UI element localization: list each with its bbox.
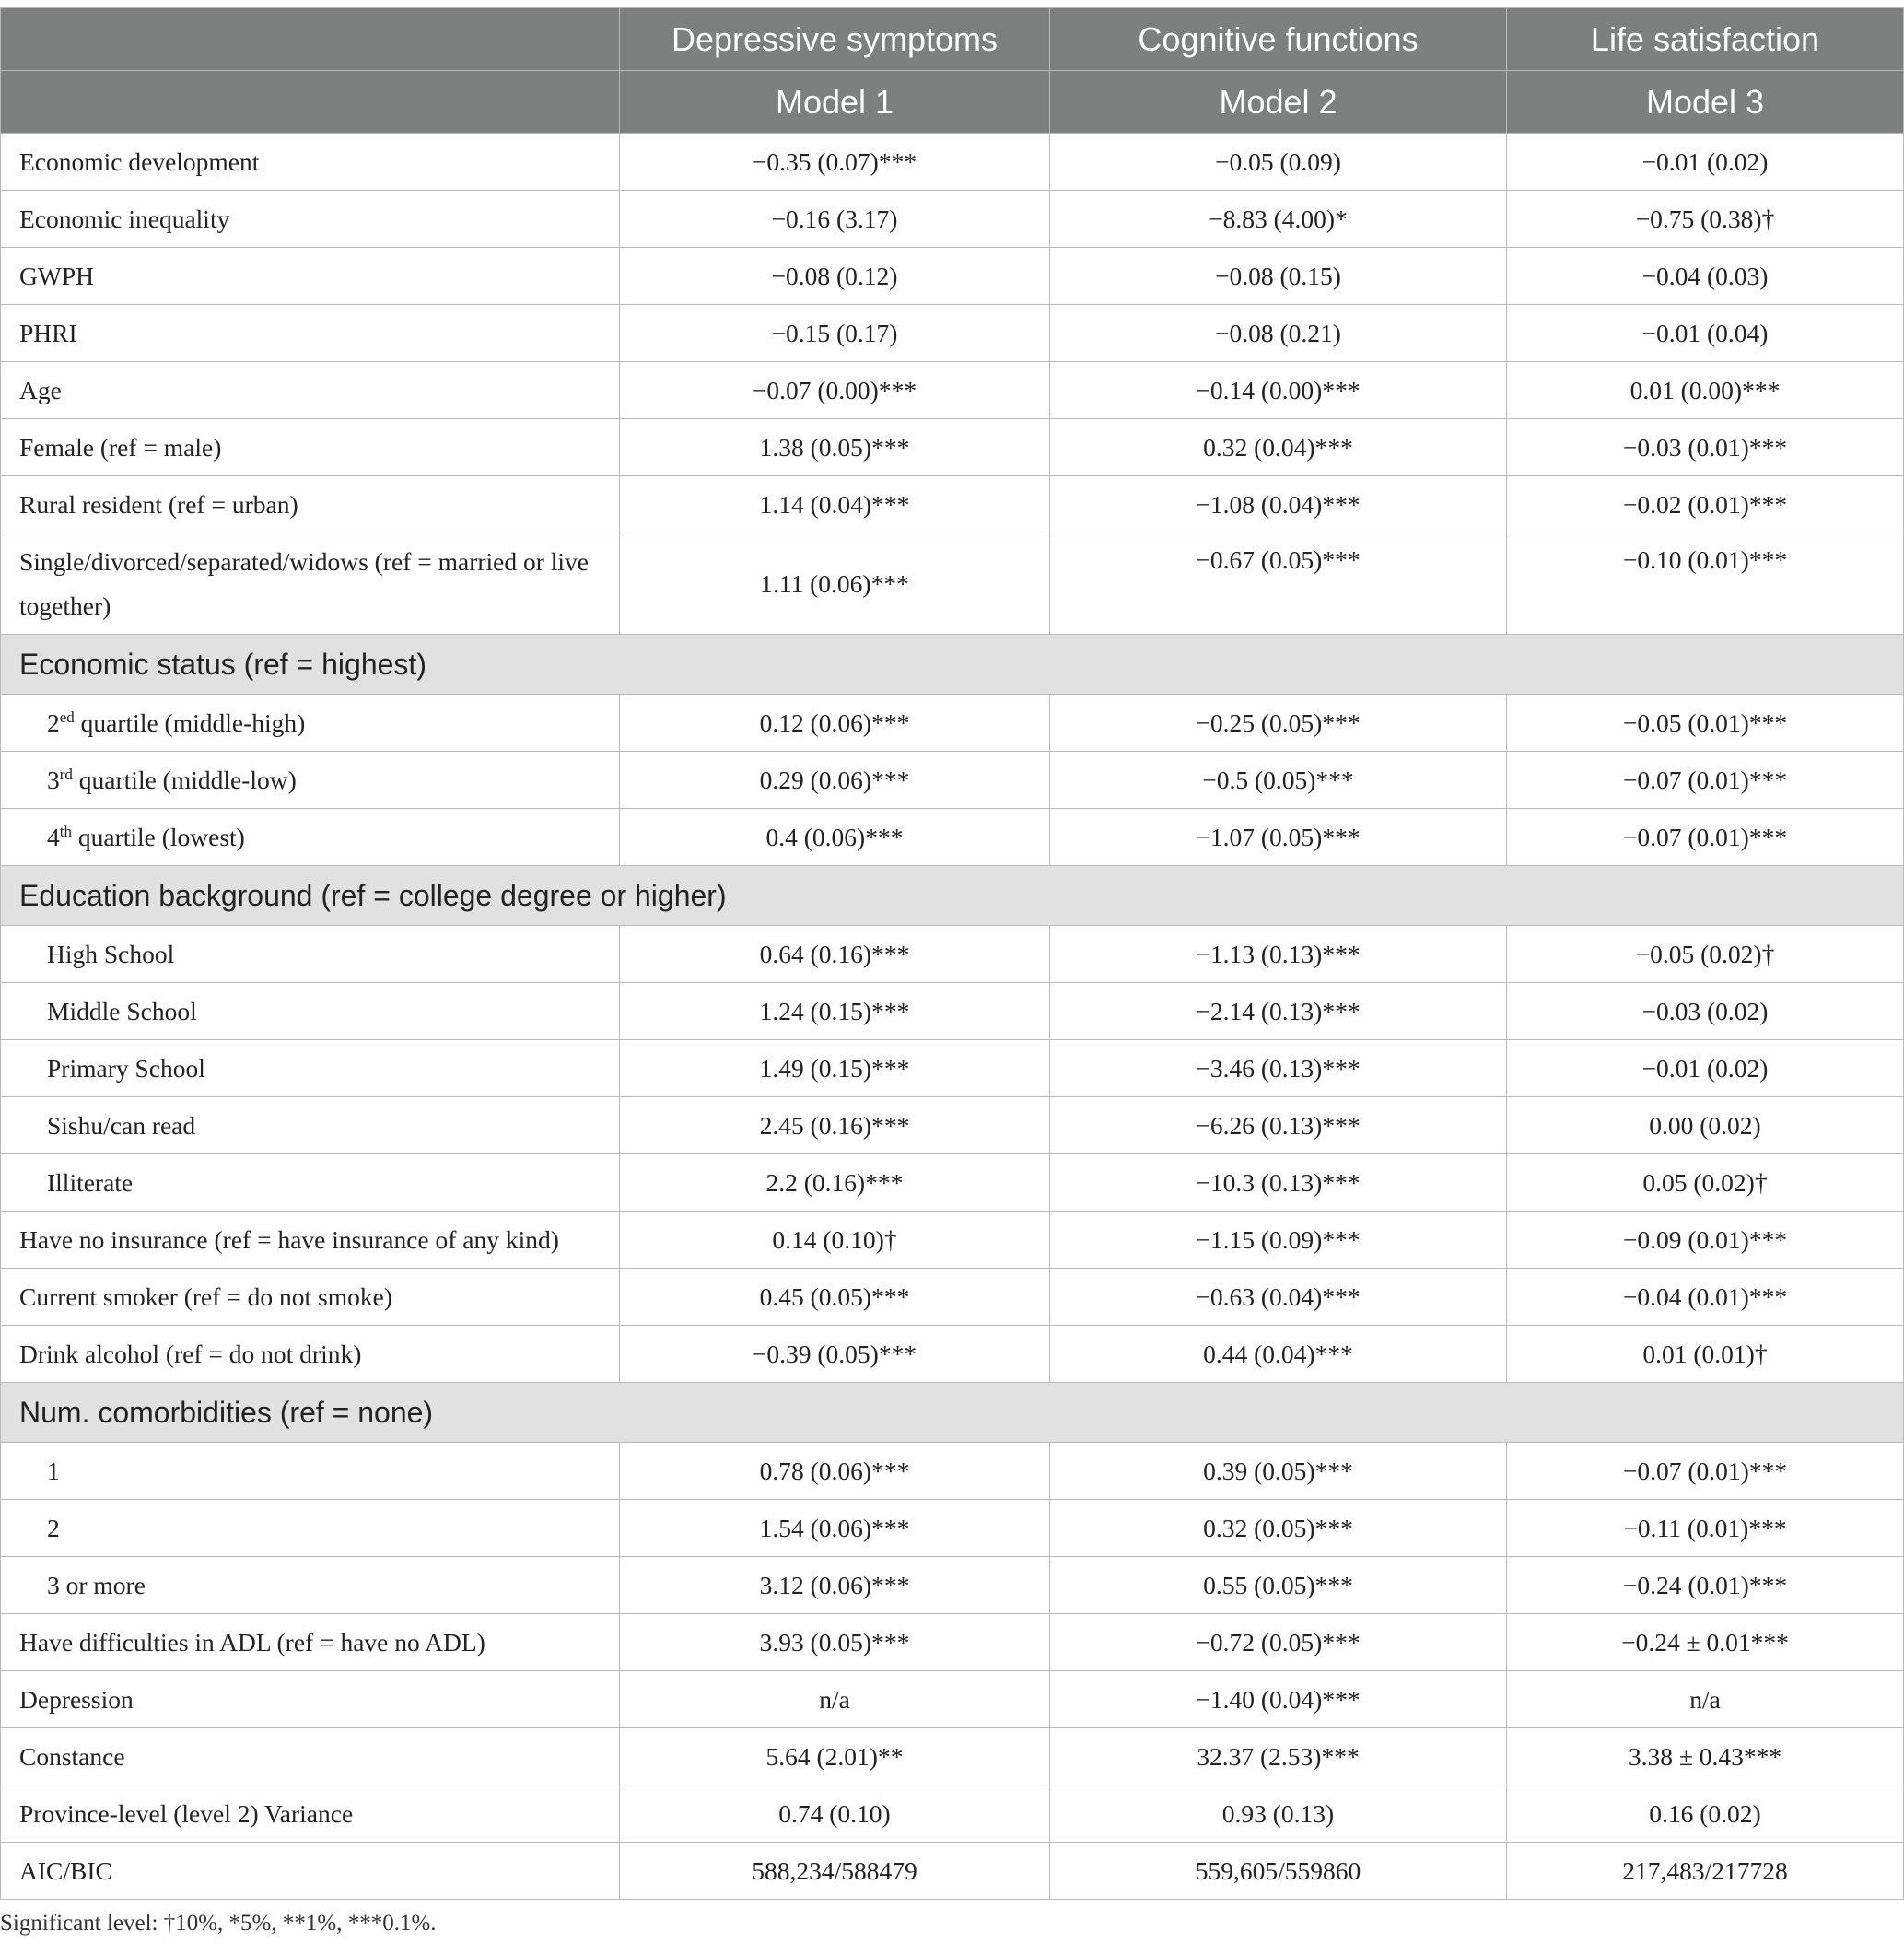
- table-row: [1, 305, 1904, 362]
- cell-model-2: −8.83 (4.00)*: [1050, 191, 1507, 248]
- table-row: [1, 1557, 1904, 1614]
- cell-model-3: 0.00 (0.02): [1507, 1097, 1904, 1154]
- table-row: [1, 1500, 1904, 1557]
- cell-model-2: −0.05 (0.09): [1050, 134, 1507, 191]
- table-body: [1, 134, 1904, 1900]
- regression-table: [0, 7, 1904, 1900]
- table-row: [1, 1671, 1904, 1728]
- cell-model-2: 0.55 (0.05)***: [1050, 1557, 1507, 1614]
- cell-model-1: −0.15 (0.17): [620, 305, 1050, 362]
- cell-model-1: −0.16 (3.17): [620, 191, 1050, 248]
- cell-model-3: −0.10 (0.01)***: [1507, 533, 1904, 635]
- cell-model-3: −0.02 (0.01)***: [1507, 476, 1904, 533]
- ordinal-suffix: ed: [59, 708, 75, 726]
- row-label: Sishu/can read: [1, 1097, 620, 1154]
- cell-model-2: −0.25 (0.05)***: [1050, 695, 1507, 752]
- cell-model-2: 32.37 (2.53)***: [1050, 1728, 1507, 1785]
- cell-model-3: −0.07 (0.01)***: [1507, 809, 1904, 866]
- row-label: Drink alcohol (ref = do not drink): [1, 1326, 620, 1383]
- cell-model-2: −0.5 (0.05)***: [1050, 752, 1507, 809]
- row-label: 1: [1, 1443, 620, 1500]
- table-row: [1, 362, 1904, 419]
- table-row: [1, 419, 1904, 476]
- row-label: Economic development: [1, 134, 620, 191]
- cell-model-2: −0.08 (0.21): [1050, 305, 1507, 362]
- header-model-1: Model 1: [620, 71, 1050, 134]
- table-row: [1, 134, 1904, 191]
- header-corner: [1, 8, 620, 71]
- cell-model-1: 2.2 (0.16)***: [620, 1154, 1050, 1212]
- table-row: [1, 752, 1904, 809]
- header-model-2: Model 2: [1050, 71, 1507, 134]
- header-row-models: [1, 71, 1904, 134]
- cell-model-3: n/a: [1507, 1671, 1904, 1728]
- table-row: [1, 1212, 1904, 1269]
- table-row: [1, 1040, 1904, 1097]
- table-row: [1, 983, 1904, 1040]
- row-label: Current smoker (ref = do not smoke): [1, 1269, 620, 1326]
- cell-model-1: −0.08 (0.12): [620, 248, 1050, 305]
- cell-model-3: −0.04 (0.01)***: [1507, 1269, 1904, 1326]
- ordinal-number: 3: [47, 765, 60, 794]
- cell-model-3: 3.38 ± 0.43***: [1507, 1728, 1904, 1785]
- row-label-text: quartile (lowest): [71, 822, 245, 851]
- cell-model-3: −0.01 (0.04): [1507, 305, 1904, 362]
- row-label: Middle School: [1, 983, 620, 1040]
- cell-model-1: 0.14 (0.10)†: [620, 1212, 1050, 1269]
- cell-model-3: −0.05 (0.02)†: [1507, 926, 1904, 983]
- row-label: Primary School: [1, 1040, 620, 1097]
- cell-model-3: −0.03 (0.01)***: [1507, 419, 1904, 476]
- row-label: Economic inequality: [1, 191, 620, 248]
- row-label: AIC/BIC: [1, 1843, 620, 1900]
- table-row: [1, 1154, 1904, 1212]
- cell-model-3: −0.04 (0.03): [1507, 248, 1904, 305]
- table-row: [1, 1785, 1904, 1843]
- cell-model-1: 1.11 (0.06)***: [620, 533, 1050, 635]
- header-outcome-3: Life satisfaction: [1507, 8, 1904, 71]
- row-label: [1, 809, 620, 866]
- table-row: [1, 1728, 1904, 1785]
- cell-model-3: 217,483/217728: [1507, 1843, 1904, 1900]
- row-label: Have no insurance (ref = have insurance of any kind): [1, 1212, 620, 1269]
- cell-model-3: −0.03 (0.02): [1507, 983, 1904, 1040]
- cell-model-3: 0.16 (0.02): [1507, 1785, 1904, 1843]
- cell-model-1: 0.29 (0.06)***: [620, 752, 1050, 809]
- cell-model-3: −0.07 (0.01)***: [1507, 752, 1904, 809]
- cell-model-1: 0.4 (0.06)***: [620, 809, 1050, 866]
- ordinal-number: 4: [47, 822, 60, 851]
- row-label: Constance: [1, 1728, 620, 1785]
- table-row: [1, 476, 1904, 533]
- cell-model-1: 0.45 (0.05)***: [620, 1269, 1050, 1326]
- row-label: Illiterate: [1, 1154, 620, 1212]
- table-row: [1, 1614, 1904, 1671]
- section-header-comorbidities: [1, 1383, 1904, 1443]
- cell-model-1: 0.12 (0.06)***: [620, 695, 1050, 752]
- cell-model-2: −0.63 (0.04)***: [1050, 1269, 1507, 1326]
- cell-model-3: −0.01 (0.02): [1507, 1040, 1904, 1097]
- cell-model-2: 0.44 (0.04)***: [1050, 1326, 1507, 1383]
- section-header-economic-status: [1, 635, 1904, 695]
- cell-model-2: 0.93 (0.13): [1050, 1785, 1507, 1843]
- table-row: [1, 1097, 1904, 1154]
- row-label: [1, 752, 620, 809]
- cell-model-3: 0.05 (0.02)†: [1507, 1154, 1904, 1212]
- cell-model-1: 2.45 (0.16)***: [620, 1097, 1050, 1154]
- cell-model-2: −10.3 (0.13)***: [1050, 1154, 1507, 1212]
- cell-model-2: −0.14 (0.00)***: [1050, 362, 1507, 419]
- table-row: [1, 1443, 1904, 1500]
- cell-model-2: −3.46 (0.13)***: [1050, 1040, 1507, 1097]
- cell-model-1: 3.93 (0.05)***: [620, 1614, 1050, 1671]
- row-label: Have difficulties in ADL (ref = have no ADL): [1, 1614, 620, 1671]
- row-label: 2: [1, 1500, 620, 1557]
- table-row: [1, 248, 1904, 305]
- cell-model-2: −0.67 (0.05)***: [1050, 533, 1507, 635]
- cell-model-2: −1.08 (0.04)***: [1050, 476, 1507, 533]
- header-corner: [1, 71, 620, 134]
- cell-model-2: −1.40 (0.04)***: [1050, 1671, 1507, 1728]
- header-row-outcomes: [1, 8, 1904, 71]
- row-label: GWPH: [1, 248, 620, 305]
- cell-model-3: −0.07 (0.01)***: [1507, 1443, 1904, 1500]
- cell-model-1: −0.07 (0.00)***: [620, 362, 1050, 419]
- table-row: [1, 809, 1904, 866]
- row-label: Depression: [1, 1671, 620, 1728]
- cell-model-1: 588,234/588479: [620, 1843, 1050, 1900]
- table-row: [1, 926, 1904, 983]
- row-label: Single/divorced/separated/widows (ref = married or live together): [1, 533, 620, 635]
- row-label: Rural resident (ref = urban): [1, 476, 620, 533]
- ordinal-suffix: th: [59, 822, 72, 840]
- cell-model-2: −0.08 (0.15): [1050, 248, 1507, 305]
- table-header: [1, 8, 1904, 134]
- cell-model-3: −0.75 (0.38)†: [1507, 191, 1904, 248]
- header-model-3: Model 3: [1507, 71, 1904, 134]
- cell-model-2: −1.07 (0.05)***: [1050, 809, 1507, 866]
- cell-model-1: 5.64 (2.01)**: [620, 1728, 1050, 1785]
- ordinal-suffix: rd: [59, 765, 73, 783]
- cell-model-1: n/a: [620, 1671, 1050, 1728]
- row-label: 3 or more: [1, 1557, 620, 1614]
- table-footnote: Significant level: †10%, *5%, **1%, ***0.1%.: [0, 1911, 437, 1936]
- row-label: Province-level (level 2) Variance: [1, 1785, 620, 1843]
- cell-model-2: −0.72 (0.05)***: [1050, 1614, 1507, 1671]
- cell-model-1: 1.54 (0.06)***: [620, 1500, 1050, 1557]
- cell-model-1: 3.12 (0.06)***: [620, 1557, 1050, 1614]
- ordinal-number: 2: [47, 708, 60, 737]
- row-label-text: quartile (middle-low): [72, 765, 297, 794]
- table-row: [1, 695, 1904, 752]
- cell-model-2: −1.15 (0.09)***: [1050, 1212, 1507, 1269]
- cell-model-1: 1.38 (0.05)***: [620, 419, 1050, 476]
- cell-model-1: 0.64 (0.16)***: [620, 926, 1050, 983]
- table-row: [1, 1269, 1904, 1326]
- row-label: Age: [1, 362, 620, 419]
- cell-model-3: 0.01 (0.00)***: [1507, 362, 1904, 419]
- cell-model-1: 1.14 (0.04)***: [620, 476, 1050, 533]
- section-title: Num. comorbidities (ref = none): [1, 1383, 1904, 1443]
- cell-model-1: 0.78 (0.06)***: [620, 1443, 1050, 1500]
- section-header-education: [1, 866, 1904, 926]
- cell-model-2: 0.32 (0.04)***: [1050, 419, 1507, 476]
- cell-model-2: 559,605/559860: [1050, 1843, 1507, 1900]
- cell-model-1: 0.74 (0.10): [620, 1785, 1050, 1843]
- row-label-text: quartile (middle-high): [74, 708, 306, 737]
- cell-model-3: 0.01 (0.01)†: [1507, 1326, 1904, 1383]
- row-label: PHRI: [1, 305, 620, 362]
- cell-model-1: −0.39 (0.05)***: [620, 1326, 1050, 1383]
- header-outcome-2: Cognitive functions: [1050, 8, 1507, 71]
- header-outcome-1: Depressive symptoms: [620, 8, 1050, 71]
- cell-model-3: −0.24 (0.01)***: [1507, 1557, 1904, 1614]
- cell-model-1: −0.35 (0.07)***: [620, 134, 1050, 191]
- cell-model-3: −0.24 ± 0.01***: [1507, 1614, 1904, 1671]
- cell-model-2: −1.13 (0.13)***: [1050, 926, 1507, 983]
- section-title: Education background (ref = college degree or higher): [1, 866, 1904, 926]
- cell-model-3: −0.01 (0.02): [1507, 134, 1904, 191]
- cell-model-3: −0.11 (0.01)***: [1507, 1500, 1904, 1557]
- row-label: [1, 695, 620, 752]
- table-row: [1, 1326, 1904, 1383]
- cell-model-1: 1.49 (0.15)***: [620, 1040, 1050, 1097]
- table-row: [1, 533, 1904, 635]
- table-row: [1, 1843, 1904, 1900]
- cell-model-2: −2.14 (0.13)***: [1050, 983, 1507, 1040]
- section-title: Economic status (ref = highest): [1, 635, 1904, 695]
- row-label: Female (ref = male): [1, 419, 620, 476]
- cell-model-3: −0.09 (0.01)***: [1507, 1212, 1904, 1269]
- cell-model-3: −0.05 (0.01)***: [1507, 695, 1904, 752]
- row-label: High School: [1, 926, 620, 983]
- cell-model-1: 1.24 (0.15)***: [620, 983, 1050, 1040]
- cell-model-2: 0.32 (0.05)***: [1050, 1500, 1507, 1557]
- cell-model-2: 0.39 (0.05)***: [1050, 1443, 1507, 1500]
- table-row: [1, 191, 1904, 248]
- cell-model-2: −6.26 (0.13)***: [1050, 1097, 1507, 1154]
